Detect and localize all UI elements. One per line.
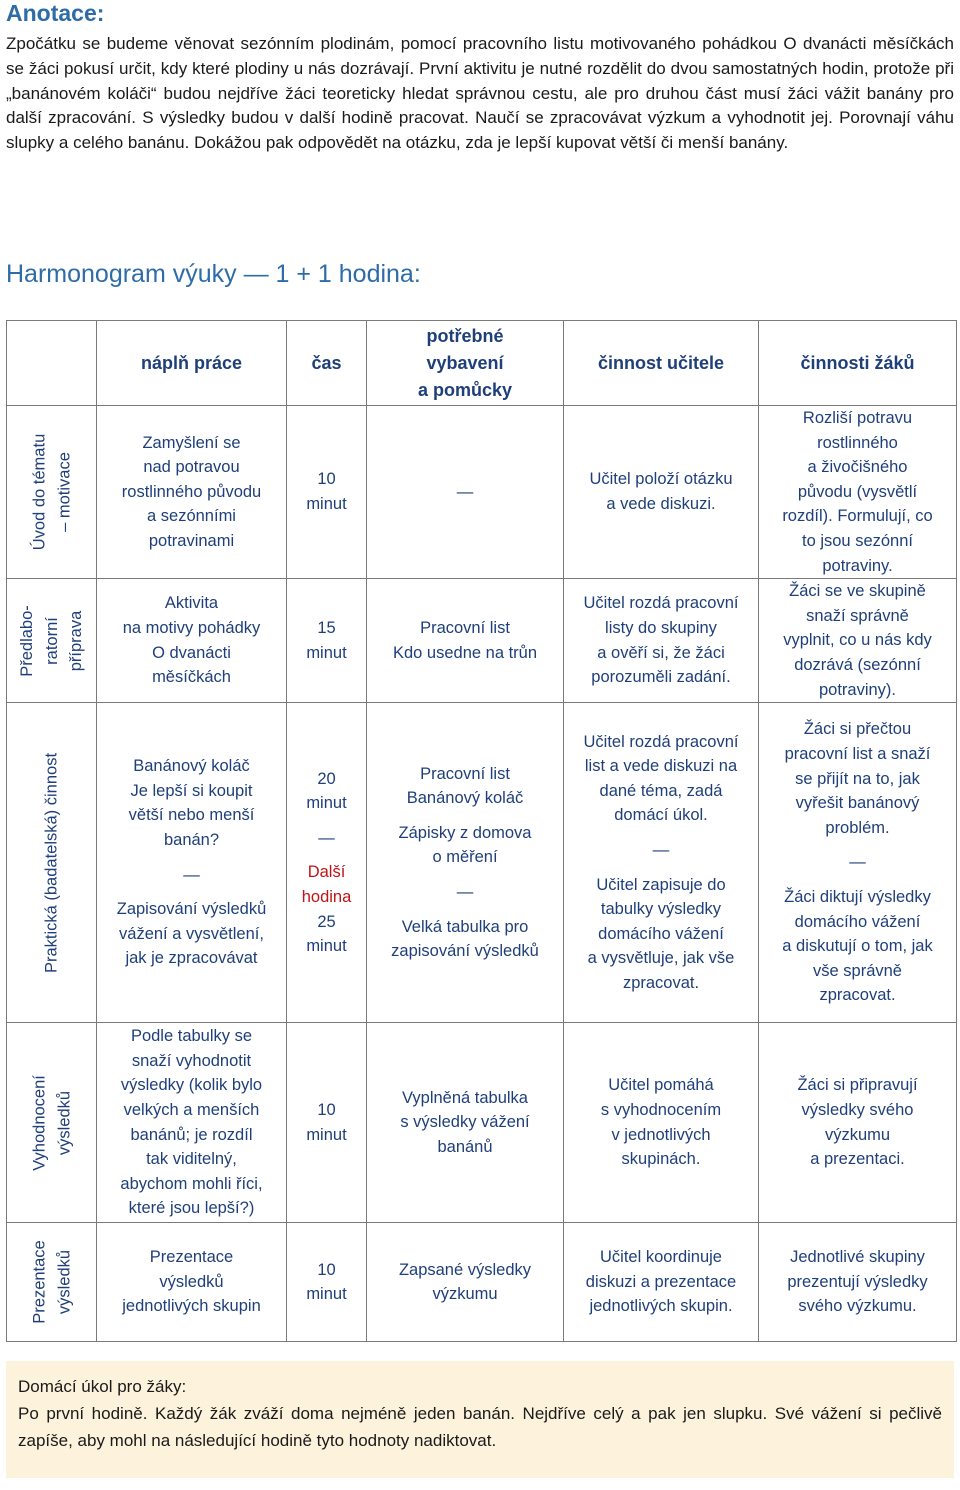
cell-zaci (759, 703, 957, 1023)
cell-zaci-line: Žáci si připravují (797, 1076, 918, 1095)
phase-label (7, 703, 97, 1023)
cell-cas-line: 10 (317, 1101, 336, 1120)
cell-cas-line: 10 (317, 1260, 336, 1279)
phase-label-line: příprava (66, 610, 85, 671)
cell-cas (287, 1023, 367, 1223)
cell-napln-line: banánů; je rozdíl (130, 1125, 253, 1144)
cell-napln-line: výsledků (159, 1272, 224, 1291)
cell-ucitel-line: Učitel položí otázku (589, 470, 733, 489)
cell-vybaveni-line: — (456, 482, 474, 501)
phase-label-line: Prezentace (29, 1240, 48, 1324)
cell-napln-line: Zamyšlení se (142, 433, 241, 452)
cell-vybaveni-line: Kdo usedne na trůn (392, 643, 538, 662)
cell-zaci-line (759, 840, 956, 850)
cell-ucitel-line: tabulky výsledky (600, 900, 722, 919)
header-corner (7, 321, 97, 406)
cell-cas (287, 579, 367, 703)
cell-napln-line: větší nebo menší (128, 806, 255, 825)
phase-label-line: ratorní (42, 616, 61, 665)
cell-napln-line: které jsou lepší?) (128, 1199, 255, 1218)
cell-zaci-line: svého výzkumu. (798, 1297, 917, 1316)
cell-napln-line: vážení a vysvětlení, (119, 924, 264, 943)
cell-ucitel-line: Učitel rozdá pracovní (583, 732, 739, 751)
phase-label-line: Úvod do tématu (29, 433, 48, 551)
cell-vybaveni (367, 406, 564, 579)
phase-label-line: Vyhodnocení (29, 1074, 48, 1171)
cell-ucitel-line: s vyhodnocením (600, 1101, 722, 1120)
cell-vybaveni-line (367, 905, 563, 915)
phase-label-line: – motivace (54, 452, 73, 532)
cell-cas-line: Další (307, 863, 346, 882)
cell-zaci (759, 1223, 957, 1342)
cell-cas-line: 10 (317, 470, 336, 489)
homework-box (6, 1361, 954, 1478)
header-napln: náplň práce (97, 321, 287, 406)
phase-label-text (15, 605, 89, 677)
cell-napln-line: banán? (163, 831, 220, 850)
phase-label-line: Předlabo- (17, 604, 36, 677)
cell-zaci-line: a živočišného (807, 458, 908, 477)
cell-napln-line (97, 853, 286, 863)
cell-zaci-line: potraviny. (822, 556, 893, 575)
phase-label (7, 1223, 97, 1342)
cell-zaci-line: výzkumu (824, 1125, 891, 1144)
cell-cas (287, 406, 367, 579)
header-vybaveni-line: vybavení (426, 352, 504, 373)
cell-zaci-line: Žáci diktují výsledky (784, 887, 931, 906)
phase-row (7, 579, 957, 703)
cell-cas (287, 703, 367, 1023)
cell-zaci-line: dozrává (sezónní (794, 655, 921, 674)
cell-ucitel-line: v jednotlivých (611, 1125, 711, 1144)
cell-zaci-line: se přijít na to, jak (795, 769, 920, 788)
cell-napln-line: nad potravou (143, 458, 240, 477)
cell-napln-line: Zapisování výsledků (116, 900, 267, 919)
cell-ucitel-line: a ověří si, že žáci (597, 643, 725, 662)
header-cas: čas (287, 321, 367, 406)
cell-napln-line: Podle tabulky se (130, 1027, 253, 1046)
cell-napln-line: měsíčkách (152, 668, 231, 687)
header-ucitel: činnost učitele (564, 321, 759, 406)
cell-zaci-line: prezentují výsledky (787, 1272, 928, 1291)
cell-zaci-line: — (849, 853, 866, 872)
cell-ucitel (564, 703, 759, 1023)
cell-ucitel-line: list a vede diskuzi na (584, 757, 738, 776)
phase-label-text (27, 1240, 76, 1323)
cell-cas-line: — (318, 828, 335, 847)
cell-ucitel-line: Učitel koordinuje (600, 1248, 722, 1267)
cell-napln (97, 703, 287, 1023)
phase-label-text (27, 434, 76, 550)
cell-napln (97, 579, 287, 703)
cell-ucitel-line: jednotlivých skupin. (589, 1297, 733, 1316)
header-vybaveni (367, 321, 564, 406)
cell-napln-line: Je lepší si koupit (130, 781, 253, 800)
cell-ucitel-line: domácí úkol. (614, 806, 708, 825)
cell-zaci-line: Žáci se ve skupině (789, 582, 926, 601)
cell-napln-line: na motivy pohádky (122, 619, 261, 638)
cell-ucitel-line: Učitel pomáhá (608, 1076, 714, 1095)
cell-zaci-line: vyplnit, co u nás kdy (783, 631, 932, 650)
cell-zaci-line: Rozliší potravu (802, 409, 913, 427)
phase-row (7, 406, 957, 579)
cell-zaci (759, 579, 957, 703)
cell-vybaveni-line: banánů (437, 1137, 493, 1156)
phase-label-line: výsledků (54, 1090, 73, 1155)
cell-zaci-line: vše správně (813, 961, 902, 980)
annotation-title: Anotace: (6, 0, 105, 26)
cell-ucitel-line: zpracovat. (622, 974, 700, 992)
cell-zaci (759, 1023, 957, 1223)
cell-vybaveni-line (367, 811, 563, 821)
cell-cas-line: hodina (301, 887, 352, 906)
cell-zaci-line: snaží správně (806, 606, 909, 625)
cell-vybaveni-line: — (456, 882, 474, 901)
header-vybaveni-line: potřebné (426, 325, 504, 346)
cell-zaci-line: problém. (825, 818, 890, 837)
cell-cas-line: 15 (317, 619, 336, 638)
cell-vybaveni-line: Pracovní list (420, 619, 510, 638)
cell-ucitel-line: Učitel rozdá pracovní (583, 594, 739, 613)
cell-ucitel (564, 579, 759, 703)
cell-zaci-line: původu (vysvětlí (797, 482, 918, 501)
cell-zaci-line: rostlinného (817, 433, 898, 452)
cell-cas-line: 25 (317, 912, 336, 931)
cell-napln-line: snaží vyhodnotit (131, 1051, 252, 1070)
cell-cas-line: 20 (317, 769, 336, 788)
cell-zaci-line: Jednotlivé skupiny (790, 1248, 925, 1267)
cell-zaci-line: domácího vážení (794, 912, 921, 931)
header-vybaveni-line: a pomůcky (417, 379, 513, 400)
cell-vybaveni-line: s výsledky vážení (400, 1113, 530, 1132)
cell-ucitel-line: skupinách. (621, 1150, 701, 1169)
cell-ucitel-line: a vysvětluje, jak vše (587, 949, 735, 968)
cell-cas-line: minut (306, 643, 347, 662)
cell-zaci-line: zpracovat. (819, 986, 896, 1005)
harmonogram-title: Harmonogram výuky — 1 + 1 hodina: (6, 260, 421, 288)
cell-vybaveni-line: Velká tabulka pro (401, 917, 529, 936)
cell-vybaveni-line: Pracovní list (420, 764, 510, 783)
cell-napln-line: Prezentace (149, 1248, 234, 1267)
cell-ucitel (564, 406, 759, 579)
cell-napln-line: potravinami (148, 531, 235, 550)
cell-vybaveni (367, 579, 564, 703)
cell-zaci-line: potraviny). (818, 680, 897, 699)
cell-napln-line: jak je zpracovávat (125, 949, 258, 968)
cell-zaci-line: Žáci si přečtou (803, 720, 912, 739)
phase-label (7, 579, 97, 703)
header-row (7, 321, 957, 406)
cell-napln-line: Banánový koláč (133, 757, 250, 776)
cell-ucitel (564, 1223, 759, 1342)
cell-cas-line (287, 850, 366, 860)
cell-ucitel (564, 1023, 759, 1223)
cell-vybaveni-line: Zapsané výsledky (398, 1260, 532, 1279)
cell-ucitel-line: listy do skupiny (605, 619, 717, 638)
phase-label (7, 406, 97, 579)
cell-cas-line (287, 816, 366, 826)
cell-cas-line: minut (306, 794, 347, 813)
harmonogram-table (6, 320, 957, 1342)
cell-zaci-line: pracovní list a snaží (784, 744, 931, 763)
phase-label (7, 1023, 97, 1223)
cell-vybaveni-line: Vyplněná tabulka (402, 1088, 528, 1107)
cell-vybaveni (367, 1023, 564, 1223)
cell-vybaveni-line: o měření (432, 848, 498, 867)
cell-ucitel-line (564, 863, 758, 873)
cell-vybaveni-line: Banánový koláč (406, 789, 524, 808)
cell-napln-line: — (183, 865, 200, 884)
phase-label-text (27, 1075, 76, 1171)
cell-vybaveni-line (367, 870, 563, 880)
cell-ucitel-line: dané téma, zadá (599, 781, 723, 800)
cell-zaci (759, 406, 957, 579)
cell-ucitel-line: a vede diskuzi. (606, 495, 716, 514)
cell-napln-line: abychom mohli říci, (120, 1174, 263, 1193)
cell-ucitel-line: porozuměli zadání. (591, 668, 731, 687)
header-zaci: činnosti žáků (759, 321, 957, 406)
homework-text: Po první hodině. Každý žák zváží doma nejméně jeden banán. Nejdříve celý a pak jen slupku. Své vážení si pečlivě zapíše, aby mohl na následující hodině tyto hodnoty nadiktovat. (18, 1404, 942, 1450)
phase-row (7, 1223, 957, 1342)
cell-cas (287, 1223, 367, 1342)
cell-napln-line: tak viditelný, (146, 1150, 237, 1169)
cell-ucitel-line: Učitel zapisuje do (596, 875, 726, 894)
cell-vybaveni-line: zapisování výsledků (391, 942, 539, 961)
cell-zaci-line: a diskutují o tom, jak (782, 937, 933, 956)
cell-napln-line: velkých a menších (123, 1101, 260, 1120)
cell-vybaveni-line: výzkumu (432, 1285, 498, 1304)
phase-label-line: Praktická (badatelská) činnost (42, 752, 61, 973)
cell-cas-line: minut (306, 1285, 347, 1304)
cell-napln-line: výsledky (kolik bylo (120, 1076, 263, 1095)
cell-napln-line: a sezónními (147, 507, 236, 526)
homework-title: Domácí úkol pro žáky: (18, 1377, 187, 1396)
cell-vybaveni-line: Zápisky z domova (398, 823, 532, 842)
cell-napln-line: rostlinného původu (121, 482, 262, 501)
cell-ucitel-line: domácího vážení (598, 924, 724, 943)
cell-napln-line: O dvanácti (152, 643, 231, 662)
cell-zaci-line (759, 875, 956, 885)
cell-vybaveni (367, 703, 564, 1023)
phase-label-line: výsledků (54, 1250, 73, 1315)
cell-zaci-line: vyřešit banánový (795, 794, 920, 813)
annotation-text: Zpočátku se budeme věnovat sezónním plodinám, pomocí pracovního listu motivovaného pohádkou O dvanácti měsíčkách se žáci pokusí určit, kdy které plodiny u nás dozrávají. První aktivitu je nutné rozdělit do dvou samostatných hodin, protože při „banánovém koláči“ budou nejdříve žáci teoreticky hledat správnou cestu, ale pro druhou část musí žáci vážit banány pro další zpracování. S výsledky budou v další hodině pracovat. Naučí se zpracovávat výzkum a vyhodnotit jej. Porovnají váhu slupky a celého banánu. Dokážou pak odpovědět na otázku, zda je lepší kupovat větší či menší banány. (6, 34, 954, 153)
cell-ucitel-line: — (652, 841, 670, 860)
cell-zaci-line: výsledky svého (801, 1101, 914, 1120)
cell-napln-line: jednotlivých skupin (122, 1297, 261, 1316)
cell-ucitel-line: diskuzi a prezentace (585, 1272, 737, 1291)
cell-napln (97, 1023, 287, 1223)
cell-cas-line: minut (306, 937, 347, 956)
cell-vybaveni (367, 1223, 564, 1342)
cell-zaci-line: rozdíl). Formulují, co (782, 507, 933, 526)
cell-napln-line: Aktivita (164, 594, 219, 613)
phase-label-text (39, 753, 64, 973)
cell-ucitel-line (564, 828, 758, 838)
cell-cas-line: minut (306, 495, 347, 514)
cell-cas-line: minut (306, 1125, 347, 1144)
cell-napln-line (97, 887, 286, 897)
phase-row (7, 703, 957, 1023)
cell-napln (97, 1223, 287, 1342)
cell-zaci-line: to jsou sezónní (802, 531, 913, 550)
phase-row (7, 1023, 957, 1223)
cell-zaci-line: a prezentaci. (810, 1150, 905, 1169)
cell-napln (97, 406, 287, 579)
